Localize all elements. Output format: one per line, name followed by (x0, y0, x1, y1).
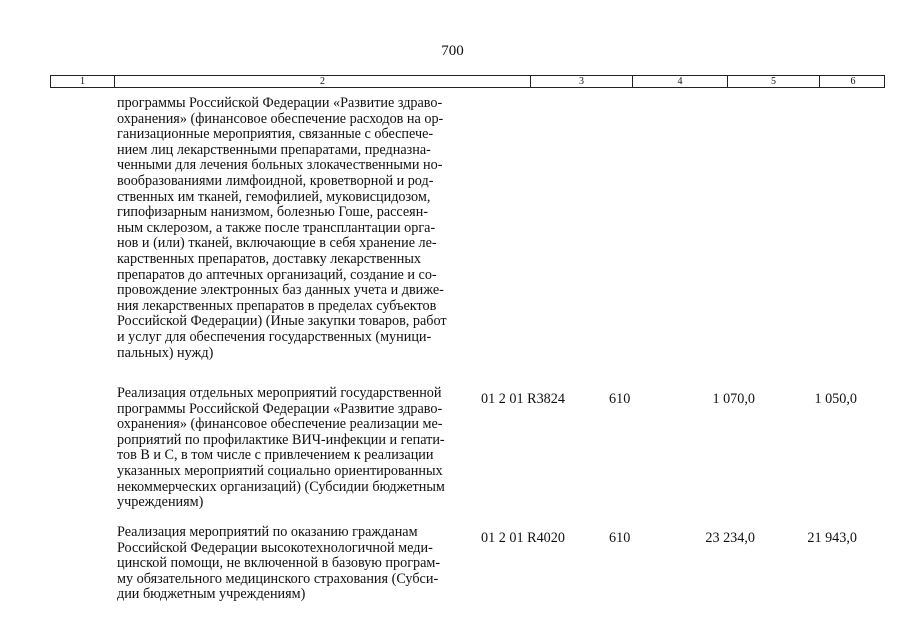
row-2-amount-2: 1 050,0 (814, 391, 857, 407)
column-header-5: 5 (727, 76, 819, 87)
row-2-expense-type: 610 (609, 391, 631, 407)
row-3-description: Реализация мероприятий по оказанию гражданам Российской Федерации высокотехнологичной меди- цинской помощи, не включенной в базовую програм- му обязательного медицинского страхования (Субси- дии бюджетным учреждениям) (117, 524, 441, 603)
page-number: 700 (441, 43, 464, 59)
row-2-amount-1: 1 070,0 (712, 391, 755, 407)
column-header-3: 3 (530, 76, 632, 87)
column-header-1: 1 (80, 76, 85, 87)
row-3-code: 01 2 01 R4020 (481, 530, 565, 546)
row-3-amount-1: 23 234,0 (705, 530, 755, 546)
column-header-6: 6 (819, 76, 886, 87)
row-3-expense-type: 610 (609, 530, 631, 546)
column-header-4: 4 (632, 76, 727, 87)
row-1-description: программы Российской Федерации «Развитие здраво- охранения» (финансовое обеспечение расходов на ор- ганизационные мероприятия, связанные с обеспече- нием лиц лекарственными препаратами, предназна- ченными для лечения больных злокачественными но- вообразованиями лимфоидной, кроветворной и род- ственных им тканей, гемофилией, муковисцидозом, гипофизарным нанизмом, болезнью Гоше, рассеян- ным склерозом, а также после трансплантации орга- нов и (или) тканей, включающие в себя хранение ле- карственных препаратов, доставку лекарственных препаратов до аптечных организаций, создание и со- провождение электронных баз данных учета и движе- ния лекарственных препаратов в пределах субъектов Российской Федерации) (Иные закупки товаров, работ и услуг для обеспечения государственных (муници- пальных) нужд) (117, 95, 447, 361)
row-3-amount-2: 21 943,0 (807, 530, 857, 546)
column-header-2: 2 (114, 76, 530, 87)
table-header-row (50, 75, 885, 88)
row-2-code: 01 2 01 R3824 (481, 391, 565, 407)
row-2-description: Реализация отдельных мероприятий государственной программы Российской Федерации «Развитие здраво- охранения» (финансовое обеспечение реализации ме- роприятий по профилактике ВИЧ-инфекции и гепати- тов В и С, в том числе с привлечением к реализации указанных мероприятий социально ориентированных некоммерческих организаций) (Субсидии бюджетным учреждениям) (117, 385, 445, 511)
